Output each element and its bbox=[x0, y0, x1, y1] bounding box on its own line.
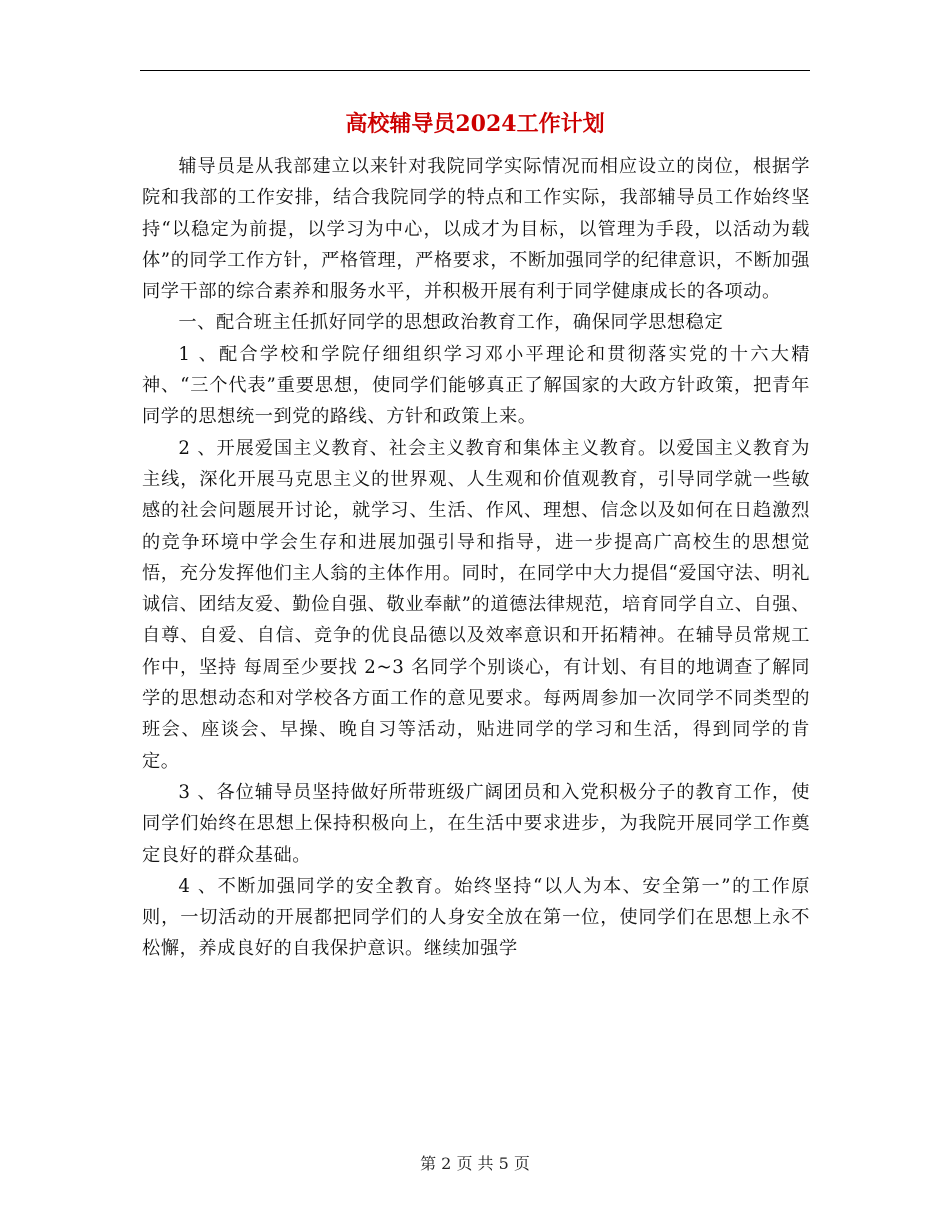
header-rule bbox=[140, 70, 810, 71]
page-number-footer: 第 2 页 共 5 页 bbox=[420, 1154, 530, 1173]
document-title: 高校辅导员2024工作计划 bbox=[345, 111, 605, 137]
document-body bbox=[142, 151, 810, 965]
paragraph-item-4: 4 、不断加强同学的安全教育。始终坚持“以人为本、安全第一”的工作原则，一切活动的开展都把同学们的人身安全放在第一位，使同学们在思想上永不松懈，养成良好的自我保护意识。继续加强学 bbox=[142, 875, 810, 960]
section-heading-1: 一、配合班主任抓好同学的思想政治教育工作，确保同学思想稳定 bbox=[178, 312, 724, 334]
paragraph-item-2: 2 、开展爱国主义教育、社会主义教育和集体主义教育。以爱国主义教育为主线，深化开展马克思主义的世界观、人生观和价值观教育，引导同学就一些敏感的社会问题展开讨论，就学习、生活、作风、理想、信念以及如何在日趋激烈的竞争环境中学会生存和进展加强引导和指导，进一步提高广高校生的思想觉悟，充分发挥他们主人翁的主体作用。同时，在同学中大力提倡“爱国守法、明礼诚信、团结友爱、勤俭自强、敬业奉献”的道德法律规范，培育同学自立、自强、自尊、自爱、自信、竞争的优良品德以及效率意识和开拓精神。在辅导员常规工作中，坚持 每周至少要找 2~3 名同学个别谈心，有计划、有目的地调查了解同学的思想动态和对学校各方面工作的意见要求。每两周参加一次同学不同类型的班会、座谈会、早操、晚自习等活动，贴进同学的学习和生活，得到同学的肯定。 bbox=[142, 437, 810, 772]
intro-paragraph: 辅导员是从我部建立以来针对我院同学实际情况而相应设立的岗位，根据学院和我部的工作安排，结合我院同学的特点和工作实际，我部辅导员工作始终坚持“以稳定为前提，以学习为中心，以成才为目标，以管理为手段，以活动为载体”的同学工作方针，严格管理，严格要求，不断加强同学的纪律意识，不断加强同学干部的综合素养和服务水平，并积极开展有利于同学健康成长的各项动。 bbox=[142, 156, 810, 303]
paragraph-item-3: 3 、各位辅导员坚持做好所带班级广阔团员和入党积极分子的教育工作，使同学们始终在思想上保持积极向上，在生活中要求进步，为我院开展同学工作奠定良好的群众基础。 bbox=[142, 781, 810, 866]
paragraph-item-1: 1 、配合学校和学院仔细组织学习邓小平理论和贯彻落实党的十六大精神、“三个代表”重要思想，使同学们能够真正了解国家的大政方针政策，把青年同学的思想统一到党的路线、方针和政策上来。 bbox=[142, 343, 810, 428]
